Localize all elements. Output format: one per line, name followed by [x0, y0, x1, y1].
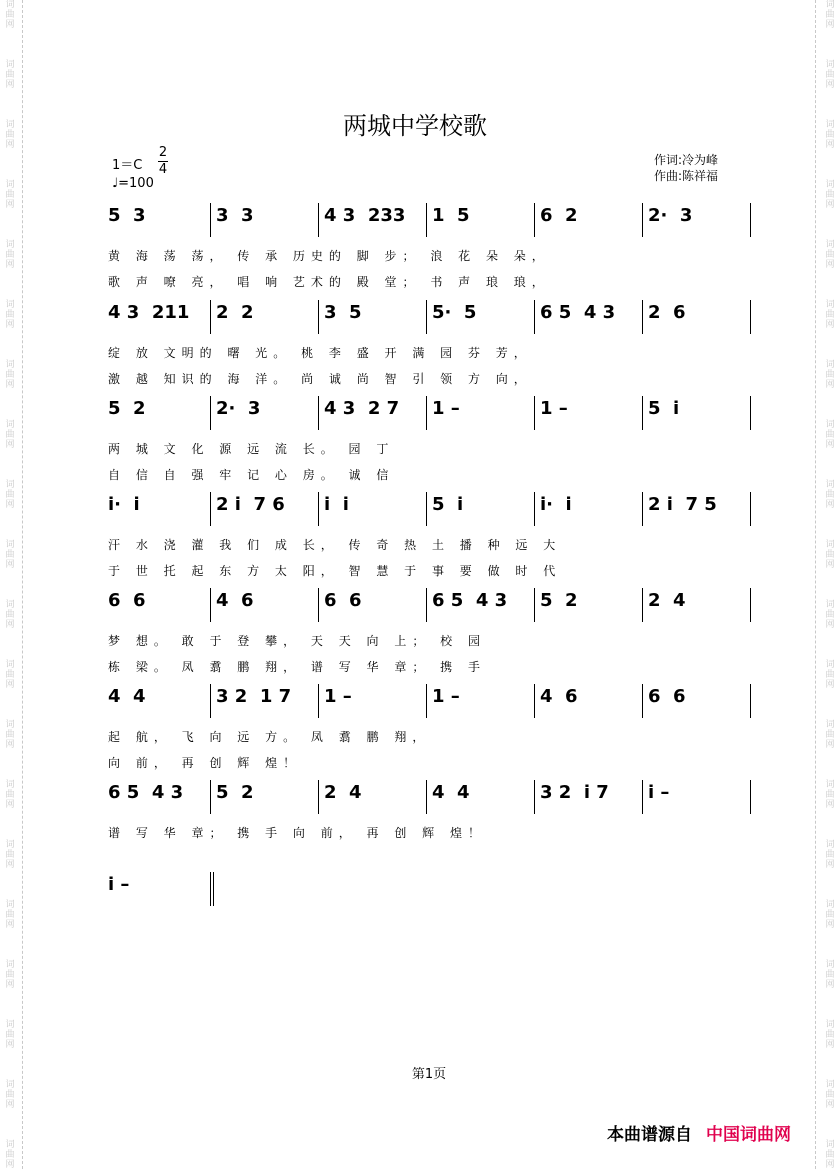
- barline: [534, 492, 535, 526]
- lyric-line: 黄 海 荡 荡， 传 承 历史的 脚 步； 浪 花 朵 朵，: [108, 249, 550, 263]
- barline: [318, 492, 319, 526]
- measure-notes: 6 5 4 3: [540, 302, 616, 323]
- barline: [750, 396, 751, 430]
- lyric-line: 梦 想。 敢 于 登 攀， 天 天 向 上； 校 园: [108, 634, 486, 648]
- score-row: [100, 782, 750, 872]
- barline: [750, 684, 751, 718]
- measure-notes: 1 5: [432, 205, 470, 226]
- measure-notes: 4 3 2 7: [324, 398, 400, 419]
- barline: [426, 203, 427, 237]
- song-title: 两城中学校歌: [343, 112, 487, 140]
- score-row: [100, 398, 750, 488]
- source-label: 本曲谱源自: [607, 1125, 692, 1145]
- measure-notes: 2 4: [324, 782, 362, 803]
- time-signature-top: 2: [158, 145, 168, 160]
- measure-notes: 5 2: [108, 398, 146, 419]
- measure-notes: 4 6: [540, 686, 578, 707]
- measure-notes: 5 3: [108, 205, 146, 226]
- measure-notes: 3 2 1 7: [216, 686, 292, 707]
- page-edge-left: [22, 0, 23, 1169]
- score-row: [100, 686, 750, 776]
- barline: [426, 492, 427, 526]
- barline: [534, 203, 535, 237]
- lyric-line: 绽 放 文明的 曙 光。 桃 李 盛 开 满 园 芬 芳，: [108, 346, 532, 360]
- measure-notes: 3 2 i 7: [540, 782, 609, 803]
- measure-notes: 2 6: [648, 302, 686, 323]
- barline: [534, 684, 535, 718]
- measure-notes: 6 6: [108, 590, 146, 611]
- measure-notes: 1 –: [432, 686, 460, 707]
- time-signature-bottom: 4: [158, 162, 168, 177]
- measure-notes: 4 4: [108, 686, 146, 707]
- barline: [426, 684, 427, 718]
- measure-notes: i· i: [540, 494, 572, 515]
- quarter-note-icon: ♩: [112, 176, 119, 191]
- barline: [210, 588, 211, 622]
- barline: [642, 780, 643, 814]
- page-edge-right: [815, 0, 816, 1169]
- lyric-line: 歌 声 嘹 亮， 唱 响 艺术的 殿 堂； 书 声 琅 琅，: [108, 275, 550, 289]
- measure-notes: 6 2: [540, 205, 578, 226]
- barline: [426, 780, 427, 814]
- lyric-line: 谱 写 华 章； 携 手 向 前， 再 创 辉 煌！: [108, 826, 486, 840]
- barline: [642, 203, 643, 237]
- barline: [750, 203, 751, 237]
- watermark-right: 词 曲 网 词 曲 网 词 曲 网 词 曲 网 词 曲 网 词 曲 网 词 曲 网 词 曲 网 词 曲 网 词 曲 网 词 曲 网 词 曲 网 词 曲 网 词 曲 网 词 曲 网 词 曲 网 词 曲 网 词 曲 网 词 曲 网 词 曲 网: [825, 0, 835, 1169]
- barline: [426, 396, 427, 430]
- barline: [534, 780, 535, 814]
- measure-notes: i i: [324, 494, 349, 515]
- barline: [750, 492, 751, 526]
- barline: [318, 203, 319, 237]
- barline: [210, 396, 211, 430]
- measure-notes: 2 i 7 5: [648, 494, 717, 515]
- measure-notes: 5· 5: [432, 302, 477, 323]
- score-row: [100, 302, 750, 392]
- measure-notes: 2 4: [648, 590, 686, 611]
- barline: [642, 300, 643, 334]
- barline: [750, 588, 751, 622]
- measure-notes: 2 2: [216, 302, 254, 323]
- measure-notes: 5 2: [540, 590, 578, 611]
- measure-notes: 1 –: [540, 398, 568, 419]
- barline: [318, 780, 319, 814]
- measure-notes: i –: [108, 874, 130, 895]
- score-row: [100, 874, 750, 964]
- measure-notes: 6 6: [324, 590, 362, 611]
- measure-notes: 1 –: [432, 398, 460, 419]
- lyric-line: 栋 梁。 凤 翥 鹏 翔， 谱 写 华 章； 携 手: [108, 660, 486, 674]
- measure-notes: 4 3 233: [324, 205, 406, 226]
- measure-notes: 2· 3: [648, 205, 693, 226]
- measure-notes: 4 4: [432, 782, 470, 803]
- barline: [210, 300, 211, 334]
- barline: [210, 492, 211, 526]
- lyric-line: 向 前， 再 创 辉 煌！: [108, 756, 302, 770]
- score-row: [100, 205, 750, 295]
- final-barline: [210, 872, 214, 906]
- barline: [750, 300, 751, 334]
- measure-notes: 4 3 211: [108, 302, 190, 323]
- measure-notes: 4 6: [216, 590, 254, 611]
- page-number: 第1页: [411, 1067, 447, 1082]
- measure-notes: i· i: [108, 494, 140, 515]
- lyric-line: 两 城 文 化 源 远 流 长。 园 丁: [108, 442, 395, 456]
- measure-notes: 6 5 4 3: [108, 782, 184, 803]
- barline: [210, 780, 211, 814]
- measure-notes: 5 2: [216, 782, 254, 803]
- measure-notes: 5 i: [432, 494, 464, 515]
- barline: [426, 300, 427, 334]
- barline: [426, 588, 427, 622]
- barline: [534, 300, 535, 334]
- score-row: [100, 494, 750, 584]
- lyric-line: 自 信 自 强 牢 记 心 房。 诚 信: [108, 468, 395, 482]
- jianpu-score: [100, 0, 750, 1169]
- lyric-line: 于 世 托 起 东 方 太 阳， 智 慧 于 事 要 做 时 代: [108, 564, 562, 578]
- barline: [318, 300, 319, 334]
- score-row: [100, 590, 750, 680]
- measure-notes: 1 –: [324, 686, 352, 707]
- measure-notes: 3 3: [216, 205, 254, 226]
- tempo-value: =100: [118, 176, 154, 191]
- measure-notes: 2· 3: [216, 398, 261, 419]
- barline: [642, 492, 643, 526]
- barline: [750, 780, 751, 814]
- watermark-left: 词 曲 网 词 曲 网 词 曲 网 词 曲 网 词 曲 网 词 曲 网 词 曲 网 词 曲 网 词 曲 网 词 曲 网 词 曲 网 词 曲 网 词 曲 网 词 曲 网 词 曲 网 词 曲 网 词 曲 网 词 曲 网 词 曲 网 词 曲 网: [5, 0, 15, 1169]
- composer: 作曲:陈祥福: [654, 169, 719, 183]
- lyricist: 作词:冷为峰: [654, 153, 719, 167]
- source-site-link[interactable]: 中国词曲网: [706, 1125, 791, 1145]
- barline: [210, 203, 211, 237]
- lyric-line: 起 航， 飞 向 远 方。 凤 翥 鹏 翔，: [108, 730, 431, 744]
- source-footer: [607, 1120, 791, 1145]
- barline: [642, 588, 643, 622]
- barline: [318, 588, 319, 622]
- barline: [534, 588, 535, 622]
- barline: [642, 396, 643, 430]
- lyric-line: 激 越 知识的 海 洋。 尚 诚 尚 智 引 领 方 向，: [108, 372, 532, 386]
- barline: [318, 396, 319, 430]
- barline: [642, 684, 643, 718]
- measure-notes: 3 5: [324, 302, 362, 323]
- barline: [210, 684, 211, 718]
- measure-notes: 6 5 4 3: [432, 590, 508, 611]
- measure-notes: i –: [648, 782, 670, 803]
- measure-notes: 5 i: [648, 398, 680, 419]
- lyric-line: 汗 水 浇 灌 我 们 成 长， 传 奇 热 土 播 种 远 大: [108, 538, 562, 552]
- barline: [534, 396, 535, 430]
- measure-notes: 6 6: [648, 686, 686, 707]
- key-signature: 1＝C: [112, 158, 143, 173]
- barline: [318, 684, 319, 718]
- measure-notes: 2 i 7 6: [216, 494, 285, 515]
